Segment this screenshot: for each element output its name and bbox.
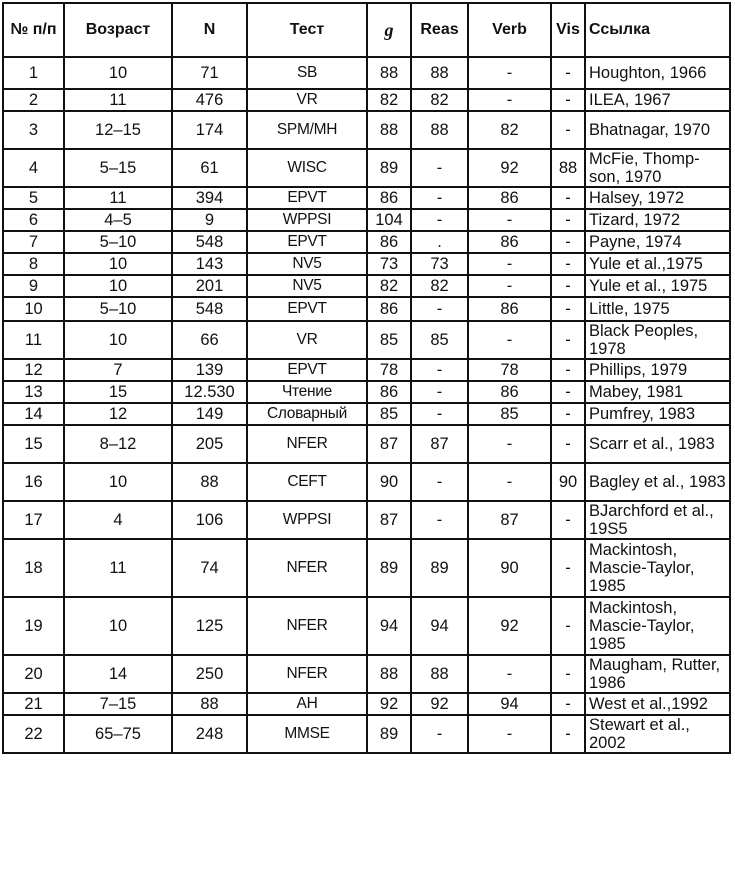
cell-verb: 82 bbox=[468, 111, 551, 149]
cell-verb: 85 bbox=[468, 403, 551, 425]
cell-num: 5 bbox=[3, 187, 64, 209]
table-row bbox=[3, 381, 730, 403]
cell-age: 10 bbox=[64, 321, 172, 359]
cell-g: 82 bbox=[367, 275, 411, 297]
cell-reas: - bbox=[411, 359, 468, 381]
table-row bbox=[3, 597, 730, 655]
cell-n: 476 bbox=[172, 89, 247, 111]
cell-vis: - bbox=[551, 321, 585, 359]
cell-g: 73 bbox=[367, 253, 411, 275]
cell-vis: 88 bbox=[551, 149, 585, 187]
cell-verb: 94 bbox=[468, 693, 551, 715]
header-reas: Reas bbox=[411, 3, 468, 57]
cell-age: 10 bbox=[64, 275, 172, 297]
cell-age: 7–15 bbox=[64, 693, 172, 715]
cell-n: 250 bbox=[172, 655, 247, 693]
cell-ref: Halsey, 1972 bbox=[585, 187, 730, 209]
cell-ref: Scarr et al., 1983 bbox=[585, 425, 730, 463]
cell-vis: - bbox=[551, 57, 585, 89]
cell-n: 548 bbox=[172, 231, 247, 253]
cell-test: NFER bbox=[247, 597, 367, 655]
cell-ref: Mabey, 1981 bbox=[585, 381, 730, 403]
cell-g: 86 bbox=[367, 381, 411, 403]
cell-age: 10 bbox=[64, 253, 172, 275]
cell-g: 89 bbox=[367, 715, 411, 753]
cell-test: EPVT bbox=[247, 297, 367, 321]
cell-reas: 89 bbox=[411, 539, 468, 597]
cell-test: SPM/MH bbox=[247, 111, 367, 149]
table-row bbox=[3, 253, 730, 275]
cell-g: 92 bbox=[367, 693, 411, 715]
cell-ref: Bhatnagar, 1970 bbox=[585, 111, 730, 149]
cell-test: WPPSI bbox=[247, 501, 367, 539]
cell-age: 4 bbox=[64, 501, 172, 539]
cell-ref: Payne, 1974 bbox=[585, 231, 730, 253]
cell-test: WPPSI bbox=[247, 209, 367, 231]
cell-reas: 85 bbox=[411, 321, 468, 359]
cell-g: 82 bbox=[367, 89, 411, 111]
table-row bbox=[3, 655, 730, 693]
cell-verb: 86 bbox=[468, 381, 551, 403]
cell-g: 85 bbox=[367, 403, 411, 425]
header-age: Возраст bbox=[64, 3, 172, 57]
cell-reas: - bbox=[411, 715, 468, 753]
cell-g: 94 bbox=[367, 597, 411, 655]
cell-ref: Mackintosh, Mascie-Taylor, 1985 bbox=[585, 539, 730, 597]
cell-num: 16 bbox=[3, 463, 64, 501]
cell-ref: Tizard, 1972 bbox=[585, 209, 730, 231]
cell-vis: - bbox=[551, 425, 585, 463]
cell-ref: Mackintosh, Mascie-Taylor, 1985 bbox=[585, 597, 730, 655]
cell-test: NV5 bbox=[247, 253, 367, 275]
cell-ref: Phillips, 1979 bbox=[585, 359, 730, 381]
header-verb: Verb bbox=[468, 3, 551, 57]
cell-n: 106 bbox=[172, 501, 247, 539]
cell-n: 88 bbox=[172, 463, 247, 501]
cell-vis: - bbox=[551, 403, 585, 425]
cell-vis: - bbox=[551, 187, 585, 209]
cell-ref: Little, 1975 bbox=[585, 297, 730, 321]
cell-g: 86 bbox=[367, 231, 411, 253]
cell-reas: - bbox=[411, 381, 468, 403]
table-row bbox=[3, 89, 730, 111]
cell-verb: 90 bbox=[468, 539, 551, 597]
cell-age: 10 bbox=[64, 597, 172, 655]
cell-reas: 88 bbox=[411, 655, 468, 693]
cell-age: 8–12 bbox=[64, 425, 172, 463]
cell-num: 17 bbox=[3, 501, 64, 539]
cell-age: 11 bbox=[64, 539, 172, 597]
cell-age: 10 bbox=[64, 57, 172, 89]
table-body bbox=[3, 57, 730, 753]
cell-vis: - bbox=[551, 539, 585, 597]
header-num: № п/п bbox=[3, 3, 64, 57]
cell-num: 2 bbox=[3, 89, 64, 111]
cell-verb: 86 bbox=[468, 297, 551, 321]
cell-reas: 88 bbox=[411, 111, 468, 149]
header-test: Тест bbox=[247, 3, 367, 57]
cell-num: 22 bbox=[3, 715, 64, 753]
cell-num: 9 bbox=[3, 275, 64, 297]
table-row bbox=[3, 297, 730, 321]
cell-reas: - bbox=[411, 403, 468, 425]
cell-reas: 82 bbox=[411, 275, 468, 297]
cell-g: 88 bbox=[367, 655, 411, 693]
cell-g: 87 bbox=[367, 425, 411, 463]
cell-n: 125 bbox=[172, 597, 247, 655]
table-row bbox=[3, 359, 730, 381]
cell-test: VR bbox=[247, 89, 367, 111]
cell-verb: 86 bbox=[468, 231, 551, 253]
cell-n: 548 bbox=[172, 297, 247, 321]
cell-vis: - bbox=[551, 501, 585, 539]
cell-n: 394 bbox=[172, 187, 247, 209]
cell-vis: - bbox=[551, 89, 585, 111]
cell-vis: - bbox=[551, 297, 585, 321]
cell-reas: 94 bbox=[411, 597, 468, 655]
cell-verb: 87 bbox=[468, 501, 551, 539]
cell-verb: - bbox=[468, 89, 551, 111]
cell-verb: - bbox=[468, 425, 551, 463]
cell-ref: Yule et al.,1975 bbox=[585, 253, 730, 275]
cell-n: 149 bbox=[172, 403, 247, 425]
cell-test: SB bbox=[247, 57, 367, 89]
cell-reas: 87 bbox=[411, 425, 468, 463]
cell-ref: West et al.,1992 bbox=[585, 693, 730, 715]
cell-g: 87 bbox=[367, 501, 411, 539]
cell-ref: Maugham, Rutter, 1986 bbox=[585, 655, 730, 693]
cell-ref: BJarchford et al., 19S5 bbox=[585, 501, 730, 539]
cell-vis: - bbox=[551, 715, 585, 753]
cell-age: 65–75 bbox=[64, 715, 172, 753]
cell-test: CEFT bbox=[247, 463, 367, 501]
cell-verb: - bbox=[468, 655, 551, 693]
cell-reas: - bbox=[411, 501, 468, 539]
cell-vis: - bbox=[551, 209, 585, 231]
cell-test: NV5 bbox=[247, 275, 367, 297]
cell-n: 74 bbox=[172, 539, 247, 597]
table-row bbox=[3, 187, 730, 209]
cell-age: 14 bbox=[64, 655, 172, 693]
cell-n: 12.530 bbox=[172, 381, 247, 403]
header-vis: Vis bbox=[551, 3, 585, 57]
cell-n: 66 bbox=[172, 321, 247, 359]
cell-verb: - bbox=[468, 463, 551, 501]
cell-num: 7 bbox=[3, 231, 64, 253]
cell-verb: 86 bbox=[468, 187, 551, 209]
table-row bbox=[3, 539, 730, 597]
cell-n: 143 bbox=[172, 253, 247, 275]
cell-g: 88 bbox=[367, 57, 411, 89]
cell-n: 9 bbox=[172, 209, 247, 231]
cell-reas: - bbox=[411, 187, 468, 209]
header-row bbox=[3, 3, 730, 57]
cell-verb: 92 bbox=[468, 597, 551, 655]
cell-verb: - bbox=[468, 715, 551, 753]
cell-test: NFER bbox=[247, 655, 367, 693]
cell-verb: 92 bbox=[468, 149, 551, 187]
cell-num: 11 bbox=[3, 321, 64, 359]
cell-g: 86 bbox=[367, 297, 411, 321]
cell-age: 5–15 bbox=[64, 149, 172, 187]
cell-vis: - bbox=[551, 111, 585, 149]
table-row bbox=[3, 715, 730, 753]
cell-age: 12–15 bbox=[64, 111, 172, 149]
cell-test: VR bbox=[247, 321, 367, 359]
table-row bbox=[3, 111, 730, 149]
table-row bbox=[3, 57, 730, 89]
cell-test: NFER bbox=[247, 539, 367, 597]
cell-num: 10 bbox=[3, 297, 64, 321]
header-g: g bbox=[367, 3, 411, 57]
cell-vis: - bbox=[551, 231, 585, 253]
cell-reas: - bbox=[411, 209, 468, 231]
cell-g: 89 bbox=[367, 539, 411, 597]
cell-verb: - bbox=[468, 253, 551, 275]
cell-test: EPVT bbox=[247, 231, 367, 253]
cell-num: 12 bbox=[3, 359, 64, 381]
cell-ref: Houghton, 1966 bbox=[585, 57, 730, 89]
cell-age: 5–10 bbox=[64, 297, 172, 321]
cell-ref: Bagley et al., 1983 bbox=[585, 463, 730, 501]
cell-test: MMSE bbox=[247, 715, 367, 753]
cell-num: 18 bbox=[3, 539, 64, 597]
cell-verb: - bbox=[468, 209, 551, 231]
table-row bbox=[3, 231, 730, 253]
cell-verb: - bbox=[468, 321, 551, 359]
cell-g: 90 bbox=[367, 463, 411, 501]
cell-ref: Yule et al., 1975 bbox=[585, 275, 730, 297]
data-table bbox=[2, 2, 731, 754]
header-ref: Ссылка bbox=[585, 3, 730, 57]
cell-ref: ILEA, 1967 bbox=[585, 89, 730, 111]
cell-age: 11 bbox=[64, 89, 172, 111]
cell-n: 61 bbox=[172, 149, 247, 187]
cell-age: 5–10 bbox=[64, 231, 172, 253]
cell-reas: . bbox=[411, 231, 468, 253]
cell-n: 88 bbox=[172, 693, 247, 715]
cell-num: 13 bbox=[3, 381, 64, 403]
cell-num: 3 bbox=[3, 111, 64, 149]
cell-n: 139 bbox=[172, 359, 247, 381]
cell-n: 71 bbox=[172, 57, 247, 89]
cell-vis: - bbox=[551, 275, 585, 297]
cell-vis: - bbox=[551, 253, 585, 275]
cell-num: 20 bbox=[3, 655, 64, 693]
cell-vis: - bbox=[551, 359, 585, 381]
cell-verb: - bbox=[468, 275, 551, 297]
table-row bbox=[3, 209, 730, 231]
cell-num: 1 bbox=[3, 57, 64, 89]
cell-age: 10 bbox=[64, 463, 172, 501]
cell-test: WISC bbox=[247, 149, 367, 187]
table-container bbox=[2, 2, 731, 754]
cell-age: 15 bbox=[64, 381, 172, 403]
cell-vis: - bbox=[551, 655, 585, 693]
table-row bbox=[3, 321, 730, 359]
cell-ref: Pumfrey, 1983 bbox=[585, 403, 730, 425]
cell-ref: Stewart et al., 2002 bbox=[585, 715, 730, 753]
header-n: N bbox=[172, 3, 247, 57]
cell-test: AH bbox=[247, 693, 367, 715]
cell-test: EPVT bbox=[247, 187, 367, 209]
cell-reas: - bbox=[411, 463, 468, 501]
cell-num: 21 bbox=[3, 693, 64, 715]
cell-test: EPVT bbox=[247, 359, 367, 381]
table-row bbox=[3, 501, 730, 539]
cell-g: 78 bbox=[367, 359, 411, 381]
cell-reas: 92 bbox=[411, 693, 468, 715]
table-row bbox=[3, 403, 730, 425]
cell-g: 89 bbox=[367, 149, 411, 187]
cell-n: 205 bbox=[172, 425, 247, 463]
cell-age: 4–5 bbox=[64, 209, 172, 231]
cell-test: Чтение bbox=[247, 381, 367, 403]
cell-n: 201 bbox=[172, 275, 247, 297]
cell-num: 14 bbox=[3, 403, 64, 425]
cell-verb: - bbox=[468, 57, 551, 89]
cell-n: 174 bbox=[172, 111, 247, 149]
cell-vis: - bbox=[551, 381, 585, 403]
cell-num: 8 bbox=[3, 253, 64, 275]
cell-age: 7 bbox=[64, 359, 172, 381]
table-header bbox=[3, 3, 730, 57]
cell-n: 248 bbox=[172, 715, 247, 753]
cell-reas: 82 bbox=[411, 89, 468, 111]
cell-num: 6 bbox=[3, 209, 64, 231]
table-row bbox=[3, 149, 730, 187]
cell-num: 19 bbox=[3, 597, 64, 655]
cell-vis: - bbox=[551, 693, 585, 715]
cell-g: 85 bbox=[367, 321, 411, 359]
cell-num: 15 bbox=[3, 425, 64, 463]
cell-g: 104 bbox=[367, 209, 411, 231]
cell-ref: Black Peoples, 1978 bbox=[585, 321, 730, 359]
cell-age: 11 bbox=[64, 187, 172, 209]
cell-age: 12 bbox=[64, 403, 172, 425]
cell-num: 4 bbox=[3, 149, 64, 187]
cell-g: 86 bbox=[367, 187, 411, 209]
cell-vis: 90 bbox=[551, 463, 585, 501]
cell-reas: - bbox=[411, 297, 468, 321]
table-row bbox=[3, 463, 730, 501]
cell-reas: 88 bbox=[411, 57, 468, 89]
cell-verb: 78 bbox=[468, 359, 551, 381]
cell-vis: - bbox=[551, 597, 585, 655]
table-row bbox=[3, 693, 730, 715]
cell-reas: 73 bbox=[411, 253, 468, 275]
cell-test: Словарный bbox=[247, 403, 367, 425]
cell-ref: McFie, Thomp-son, 1970 bbox=[585, 149, 730, 187]
cell-test: NFER bbox=[247, 425, 367, 463]
cell-reas: - bbox=[411, 149, 468, 187]
table-row bbox=[3, 275, 730, 297]
table-row bbox=[3, 425, 730, 463]
cell-g: 88 bbox=[367, 111, 411, 149]
